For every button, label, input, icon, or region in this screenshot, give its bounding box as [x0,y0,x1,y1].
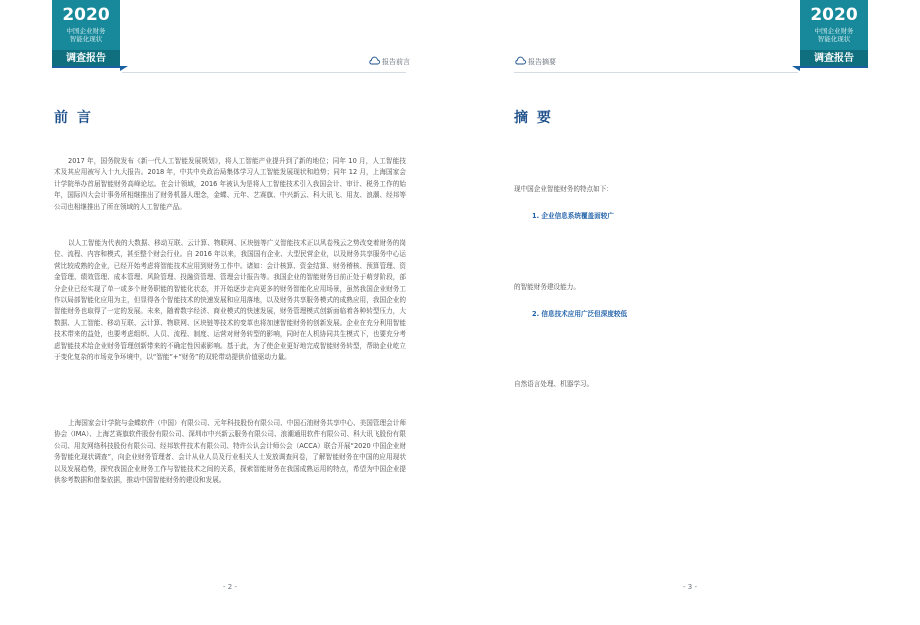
header-divider [122,72,406,73]
section-tag [514,56,556,67]
badge-subtitle-line2: 智能化现状 [69,35,103,43]
summary-text-3: 自然语言处理、机器学习。 [514,380,594,388]
badge-year: 2020 [810,5,858,25]
report-badge [800,0,868,66]
header-accent-line [52,66,122,68]
page-heading: 摘 要 [514,110,553,126]
paragraph-1: 2017 年，国务院发布《新一代人工智能发展规划》，将人工智能产业提升到了新的地位；同年 10 月，人工智能技术及其应用被写入十九大报告。2018 年，中共中央政治局集体学习人工智能发展现状和趋势；同年 12 月，上海国家会计学院举办首届智能财务高峰论坛。在会计领域，2016 年被认为是将人工智能技术引入我国会计、审计、税务工作的始年，国际四大会计事务所相继推出了财务机器人理念，金蝶、元年、艺赛旗、中兴新云、科大讯飞、用友、浪潮、经邦等公司也相继推出了所在领域的人工智能产品。 [54,157,406,211]
badge-label: 调查报告 [800,50,868,67]
summary-intro: 现中国企业智能财务的特点如下： [514,185,613,193]
report-badge [52,0,120,66]
paragraph-2: 以人工智能为代表的大数据、移动互联、云计算、物联网、区块链等广义智能技术正以风卷残云之势改变着财务的岗位、流程、内容和模式，甚至整个财会行业。自 2016 年以来，我国国有企业、大型民营企业，以及财务共享服务中心运营比较成熟的企业，已经开始考虑将智能技术应用到财务工作中。诸如：会计核算、资金结算、财务稽核、预算管理、资金管理、绩效管理、成本管理、风险管理、投融资管理、管理会计报告等。我国企业的智能财务目前正处于萌芽阶段，部分企业已经实现了单一或多个财务职能的智能化状态，并开始逐步走向更多的财务智能化应用场景，虽然我国企业财务工作以局部智能化应用为主，但显得各个智能技术的快速发展和应用落地，以及财务共享服务模式的成熟应用，我国企业的智能财务也取得了一定的发展。未来，随着数字经济、商业模式的快速发展，财务管理模式创新面临着各种转型压力，大数据、人工智能、移动互联、云计算、物联网、区块链等技术的变革也将加速智能财务的创新发展。企业在充分利用智能技术带来的益处，也要考虑组织、人员、流程、制度、运营对财务转型的影响，同时在人机协同共生模式下，也要充分考虑智能技术给企业财务管理创新带来的不确定性因素影响。基于此，为了使企业更好地完成智能财务转型，帮助企业屹立于变化复杂的市场竞争环境中，以“智能”+“财务”的双轮带动提供价值驱动力量。 [54,239,406,362]
section-tag-label: 报告摘要 [528,58,556,66]
header-divider [514,72,798,73]
section-tag-label: 报告前言 [382,58,410,66]
badge-subtitle-line2: 智能化现状 [817,35,851,43]
summary-point-2: 2. 信息技术应用广泛但深度较低 [532,310,628,318]
page-number: - 3 - [683,583,697,591]
page-number: - 2 - [223,583,237,591]
right-page [460,0,920,625]
page-heading: 前 言 [54,110,93,126]
badge-label: 调查报告 [52,50,120,67]
section-tag [368,56,410,67]
paragraph-3: 上海国家会计学院与金蝶软件（中国）有限公司、元年科技股份有限公司、中国石油财务共享中心、美国管理会计师协会（IMA）、上海艺赛旗软件股份有限公司、深圳市中兴新云服务有限公司、浪潮通用软件有限公司、科大讯飞股份有限公司、用友网络科技股份有限公司、经邦软件技术有限公司、特许公认会计师公会（ACCA）联合开展“2020 中国企业财务智能化现状调查”，向企业财务管理者、会计从业人员及行业相关人士发放调查问卷，了解智能财务在中国的应用现状以及发展趋势，探究我国企业财务工作与智能技术之间的关系，探索智能财务在我国成熟运用的特点，希望为中国企业提供参考数据和借鉴依据，推动中国智能财务的建设和发展。 [54,419,406,485]
summary-point-1: 1. 企业信息系统覆盖面较广 [532,212,614,220]
cloud-icon [514,56,526,66]
badge-subtitle-line1: 中国企业财务 [814,27,854,35]
header-accent-line [798,66,868,68]
cloud-icon [368,56,380,66]
summary-text-2: 的智能财务建设能力。 [514,283,580,291]
badge-year: 2020 [62,5,110,25]
badge-subtitle-line1: 中国企业财务 [66,27,106,35]
